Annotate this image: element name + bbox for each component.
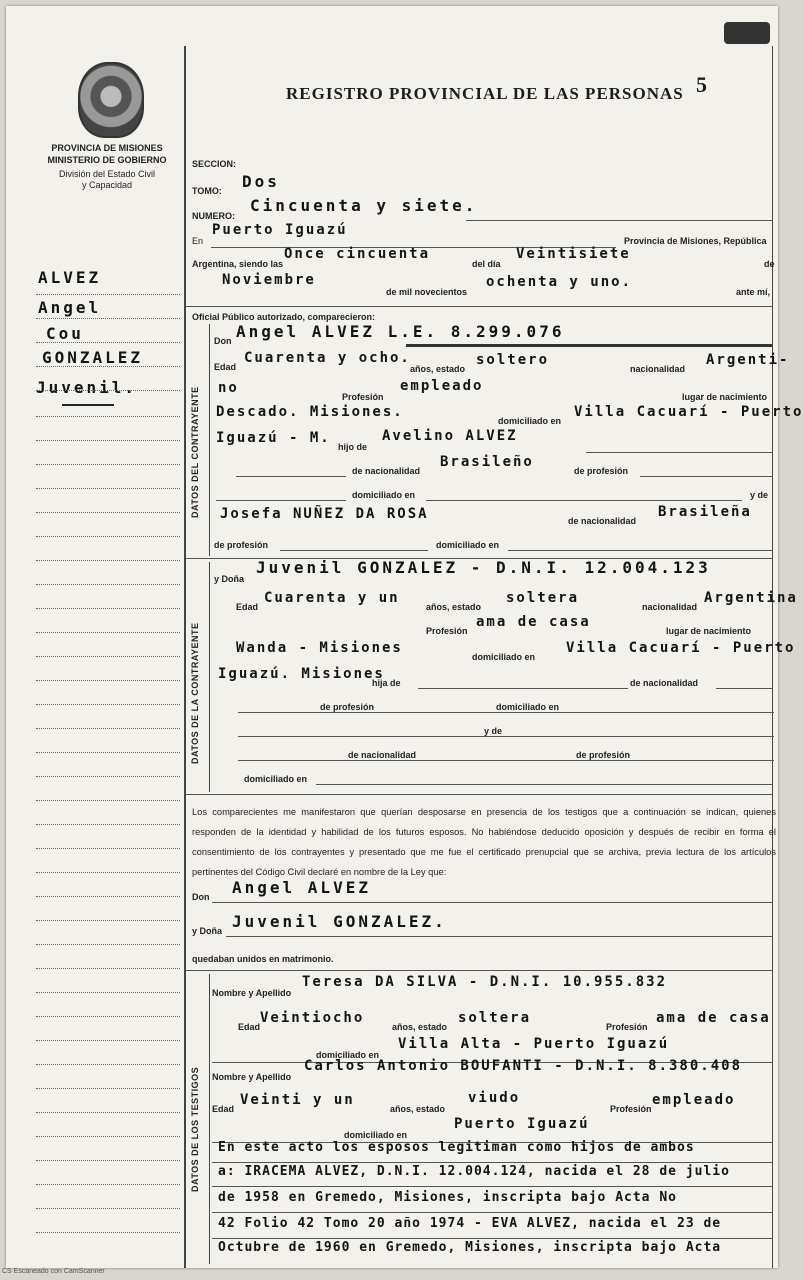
groom-domicilio-cont: Iguazú - M. — [216, 430, 331, 446]
margin-dotted-line — [36, 968, 180, 969]
label-lugar-nac: lugar de nacimiento — [682, 392, 768, 402]
field-line — [716, 688, 772, 689]
margin-note-1: ALVEZ — [38, 268, 102, 287]
margin-dotted-line — [36, 1136, 180, 1137]
label-domiciliado: domiciliado en — [498, 416, 562, 426]
groom-name: Angel ALVEZ L.E. 8.299.076 — [236, 322, 565, 341]
groom-father-nac: Brasileño — [440, 454, 534, 470]
witness2-domicilio: Puerto Iguazú — [454, 1116, 590, 1132]
label-edad: Edad — [214, 362, 237, 372]
note-rule — [212, 1212, 772, 1213]
margin-dotted-line — [36, 1040, 180, 1041]
block-rule — [209, 324, 210, 556]
field-line — [586, 452, 772, 453]
groom-nacionalidad-cont: no — [218, 380, 239, 396]
value-dia: Veintisiete — [516, 246, 631, 262]
block-rule — [209, 974, 210, 1264]
margin-dotted-line — [36, 584, 180, 585]
note-rule — [212, 1186, 772, 1187]
margin-note-5: Juvenil. — [36, 378, 138, 397]
label-nacionalidad: nacionalidad — [630, 364, 686, 374]
margin-dotted-line — [36, 342, 180, 343]
field-line — [212, 902, 772, 903]
label-de-nacionalidad: de nacionalidad — [352, 466, 421, 476]
page-title: REGISTRO PROVINCIAL DE LAS PERSONAS — [286, 84, 684, 103]
bride-age: Cuarenta y un — [264, 590, 400, 606]
bride-estado: soltera — [506, 590, 580, 606]
margin-dotted-line — [36, 390, 180, 391]
value-hora: Once cincuenta — [284, 246, 431, 262]
groom-mother: Josefa NUÑEZ DA ROSA — [220, 506, 429, 522]
margin-dotted-line — [36, 1016, 180, 1017]
label-y-dona-2: y Doña — [192, 926, 223, 936]
margin-dotted-line — [36, 656, 180, 657]
label-edad-4: Edad — [212, 1104, 235, 1114]
margin-dotted-line — [36, 848, 180, 849]
groom-mother-nac: Brasileña — [658, 504, 752, 520]
label-don-2: Don — [192, 892, 210, 902]
label-de-nacionalidad-2: de nacionalidad — [568, 516, 637, 526]
section-divider — [186, 794, 772, 795]
label-profesion-4: Profesión — [610, 1104, 652, 1114]
field-line — [280, 550, 428, 551]
margin-dotted-line — [36, 752, 180, 753]
margin-dotted-line — [36, 488, 180, 489]
bride-profesion: ama de casa — [476, 614, 591, 630]
field-line — [316, 784, 772, 785]
label-numero: NUMERO: — [192, 211, 235, 221]
label-provincia: Provincia de Misiones, República — [624, 236, 767, 246]
margin-dotted-line — [36, 1184, 180, 1185]
label-don: Don — [214, 336, 232, 346]
label-anos-estado-2: años, estado — [426, 602, 482, 612]
field-line — [238, 760, 774, 761]
margin-dotted-line — [36, 1088, 180, 1089]
margin-dotted-line — [36, 704, 180, 705]
redaction-bar — [724, 22, 770, 44]
label-de-mil: de mil novecientos — [386, 287, 468, 297]
field-line — [466, 220, 772, 221]
margin-dotted-line — [36, 824, 180, 825]
witness1-age: Veintiocho — [260, 1010, 365, 1026]
note-rule — [212, 1162, 772, 1163]
value-numero: Cincuenta y siete. — [250, 196, 478, 215]
margin-dotted-line — [36, 1160, 180, 1161]
margin-note-2: Angel — [38, 298, 102, 317]
value-lugar: Puerto Iguazú — [212, 222, 348, 238]
bride-lugar: Wanda - Misiones — [236, 640, 403, 656]
witness2-profesion: empleado — [652, 1092, 736, 1108]
margin-note-4: GONZALEZ — [42, 348, 144, 367]
label-de-profesion-3: de profesión — [320, 702, 375, 712]
label-seccion: SECCION: — [192, 159, 237, 169]
bride-nacionalidad: Argentina — [704, 590, 798, 606]
label-edad-2: Edad — [236, 602, 259, 612]
decl-dona: Juvenil GONZALEZ. — [232, 912, 447, 931]
field-line — [238, 736, 774, 737]
label-de-nacionalidad-4: de nacionalidad — [348, 750, 417, 760]
label-de-nacionalidad-3: de nacionalidad — [630, 678, 699, 688]
witness2-name: Carlos Antonio BOUFANTI - D.N.I. 8.380.408 — [304, 1058, 743, 1074]
field-line — [236, 476, 346, 477]
groom-domicilio: Villa Cacuarí - Puerto — [574, 404, 803, 420]
note-line-4: 42 Folio 42 Tomo 20 año 1974 - EVA ALVEZ, nacida el 23 de — [218, 1216, 722, 1231]
label-domiciliada-2: domiciliado en — [496, 702, 560, 712]
org-line2: MINISTERIO DE GOBIERNO — [47, 155, 167, 165]
witness2-age: Veinti y un — [240, 1092, 355, 1108]
label-edad-3: Edad — [238, 1022, 261, 1032]
margin-dotted-line — [36, 1232, 180, 1233]
label-anos-estado-3: años, estado — [392, 1022, 448, 1032]
value-mes: Noviembre — [222, 272, 316, 288]
bride-name: Juvenil GONZALEZ - D.N.I. 12.004.123 — [256, 558, 711, 577]
margin-dotted-line — [36, 608, 180, 609]
margin-dotted-line — [36, 1112, 180, 1113]
groom-father: Avelino ALVEZ — [382, 428, 518, 444]
label-de: de — [764, 259, 775, 269]
scanner-watermark: CS Escaneado con CamScanner — [2, 1268, 105, 1275]
label-lugar-nac-2: lugar de nacimiento — [666, 626, 752, 636]
section-divider — [186, 970, 772, 971]
margin-dotted-line — [36, 776, 180, 777]
field-line-heavy — [406, 344, 772, 347]
field-line — [418, 688, 628, 689]
certificate-page — [6, 6, 803, 1268]
note-line-3: de 1958 en Gremedo, Misiones, inscripta bajo Acta No — [218, 1190, 677, 1205]
margin-dotted-line — [36, 800, 180, 801]
witness1-domicilio: Villa Alta - Puerto Iguazú — [398, 1036, 670, 1052]
value-anio: ochenta y uno. — [486, 274, 633, 290]
label-domiciliado-5: domiciliado en — [344, 1130, 408, 1140]
groom-profesion: empleado — [400, 378, 484, 394]
margin-dotted-line — [36, 440, 180, 441]
margin-dotted-line — [36, 464, 180, 465]
provincial-seal-icon — [78, 62, 144, 138]
label-oficial: Oficial Público autorizado, comparecieron: — [192, 312, 376, 322]
side-label-testigos: DATOS DE LOS TESTIGOS — [190, 1066, 200, 1192]
note-rule — [212, 1238, 772, 1239]
label-domiciliado-2: domiciliado en — [352, 490, 416, 500]
margin-dotted-line — [36, 512, 180, 513]
label-y-de-2: y de — [484, 726, 503, 736]
witness1-profesion: ama de casa — [656, 1010, 771, 1026]
label-domiciliado-4: domiciliado en — [316, 1050, 380, 1060]
margin-dotted-line — [36, 366, 180, 367]
label-domiciliada: domiciliado en — [472, 652, 536, 662]
label-domiciliada-3: domiciliado en — [244, 774, 308, 784]
note-line-2: a: IRACEMA ALVEZ, D.N.I. 12.004.124, nacida el 28 de julio — [218, 1164, 730, 1179]
decl-don: Angel ALVEZ — [232, 878, 371, 897]
margin-dotted-line — [36, 560, 180, 561]
declaration-paragraph: Los comparecientes me manifestaron que querían desposarse en presencia de los testigos que a continuación se indican, quienes responden de la identidad y habilidad de los futuros esposos. No habiéndose deducido oposición y después de recibir en forma el consentimiento de los contrayentes y presentado que me fue el certificado prenupcial que se archiva, previa lectura de los artículos pertinentes del Código Civil declaré en nombre de la Ley que: — [192, 807, 776, 877]
field-line — [216, 500, 346, 501]
label-del-dia: del día — [472, 259, 501, 269]
margin-dotted-line — [36, 920, 180, 921]
groom-age: Cuarenta y ocho. — [244, 350, 411, 366]
label-y-de: y de — [750, 490, 769, 500]
value-tomo: Dos — [242, 172, 280, 191]
label-anos-estado: años, estado — [410, 364, 466, 374]
label-quedaban: quedaban unidos en matrimonio. — [192, 954, 334, 964]
org-line4: y Capacidad — [81, 180, 133, 190]
label-nombre-1: Nombre y Apellido — [212, 988, 292, 998]
label-de-profesion-4: de profesión — [576, 750, 631, 760]
groom-estado: soltero — [476, 352, 550, 368]
label-hija-de: hija de — [372, 678, 401, 688]
field-line — [508, 550, 772, 551]
margin-dotted-line — [36, 1064, 180, 1065]
label-de-profesion: de profesión — [574, 466, 629, 476]
field-line — [226, 936, 772, 937]
label-tomo: TOMO: — [192, 186, 222, 196]
label-profesion: Profesión — [342, 392, 384, 402]
side-label-contrayenta: DATOS DE LA CONTRAYENTE — [190, 622, 200, 764]
label-en: En — [192, 236, 204, 246]
field-line — [426, 500, 742, 501]
margin-dotted-line — [36, 632, 180, 633]
margin-dotted-line — [36, 728, 180, 729]
margin-dotted-line — [36, 872, 180, 873]
witness1-name: Teresa DA SILVA - D.N.I. 10.955.832 — [302, 974, 668, 990]
label-profesion-2: Profesión — [426, 626, 468, 636]
org-line3: División del Estado Civil — [58, 169, 156, 179]
label-de-profesion-2: de profesión — [214, 540, 269, 550]
block-rule — [209, 562, 210, 792]
margin-dotted-line — [36, 992, 180, 993]
label-domiciliado-3: domiciliado en — [436, 540, 500, 550]
margin-note-3: Cou — [46, 324, 84, 343]
main-column-rule — [184, 46, 186, 1268]
margin-dotted-line — [36, 318, 180, 319]
org-line1: PROVINCIA DE MISIONES — [51, 143, 163, 153]
margin-underline — [62, 404, 114, 406]
margin-dotted-line — [36, 416, 180, 417]
groom-lugar: Descado. Misiones. — [216, 404, 404, 420]
witness1-estado: soltera — [458, 1010, 532, 1026]
margin-dotted-line — [36, 944, 180, 945]
label-anos-estado-4: años, estado — [390, 1104, 446, 1114]
field-line — [238, 712, 774, 713]
label-profesion-3: Profesión — [606, 1022, 648, 1032]
bride-domicilio-cont: Iguazú. Misiones — [218, 666, 385, 682]
margin-dotted-line — [36, 294, 180, 295]
witness2-estado: viudo — [468, 1090, 521, 1106]
label-ante-mi: ante mí, — [736, 287, 771, 297]
margin-dotted-line — [36, 536, 180, 537]
label-nacionalidad-2: nacionalidad — [642, 602, 698, 612]
label-nombre-2: Nombre y Apellido — [212, 1072, 292, 1082]
label-hijo-de: hijo de — [338, 442, 367, 452]
margin-dotted-line — [36, 896, 180, 897]
margin-dotted-line — [36, 680, 180, 681]
label-argentina: Argentina, siendo las — [192, 259, 284, 269]
page-number: 5 — [696, 72, 707, 97]
right-border — [772, 46, 773, 1268]
section-divider — [186, 306, 772, 307]
note-line-5: Octubre de 1960 en Gremedo, Misiones, inscripta bajo Acta — [218, 1240, 722, 1255]
label-y-dona: y Doña — [214, 574, 245, 584]
side-label-contrayente: DATOS DEL CONTRAYENTE — [190, 386, 200, 518]
field-line — [640, 476, 772, 477]
margin-dotted-line — [36, 1208, 180, 1209]
bride-domicilio: Villa Cacuarí - Puerto — [566, 640, 796, 656]
groom-nacionalidad: Argenti- — [706, 352, 790, 368]
note-line-1: En este acto los esposos legitiman como hijos de ambos — [218, 1140, 695, 1155]
